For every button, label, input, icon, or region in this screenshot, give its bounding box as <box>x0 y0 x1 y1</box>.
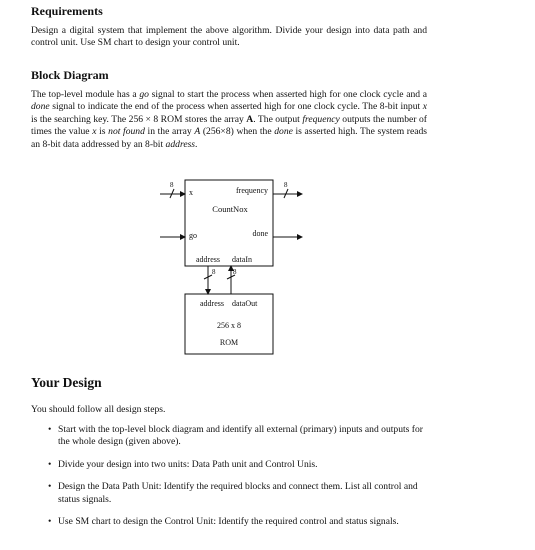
bullet-icon: • <box>48 516 52 528</box>
design-step: • Design the Data Path Unit: Identify the required blocks and connect them. List all control and status signals. <box>48 481 418 505</box>
block-diagram-svg <box>160 178 310 358</box>
port-x-label: x <box>189 188 193 197</box>
port-address-label: address <box>196 255 220 264</box>
your-design-heading: Your Design <box>31 375 102 390</box>
port-go-label: go <box>189 231 197 240</box>
design-step: • Divide your design into two units: Data Path unit and Control Unis. <box>48 458 318 470</box>
port-frequency-label: frequency <box>236 186 268 195</box>
port-datain-label: dataIn <box>232 255 252 264</box>
your-design-intro: You should follow all design steps. <box>31 404 166 415</box>
bullet-icon: • <box>48 458 52 470</box>
address-bus-width: 8 <box>212 268 216 276</box>
x-bus-width: 8 <box>170 181 174 189</box>
data-bus-width: 8 <box>233 268 237 276</box>
port-done-label: done <box>252 229 268 238</box>
design-step: • Start with the top-level block diagram and identify all external (primary) inputs and outputs for the whole design (given above). <box>48 424 423 448</box>
design-step: • Use SM chart to design the Control Unit: Identify the required control and status signals. <box>48 516 399 528</box>
frequency-bus-width: 8 <box>284 181 288 189</box>
requirements-heading: Requirements <box>31 4 103 18</box>
rom-port-address-label: address <box>200 299 224 308</box>
bullet-icon: • <box>48 481 52 493</box>
countnox-label: CountNox <box>212 204 248 214</box>
rom-size-label: 256 x 8 <box>217 321 241 330</box>
rom-name-label: ROM <box>219 338 239 347</box>
block-diagram-heading: Block Diagram <box>31 68 109 82</box>
block-diagram-text: The top-level module has a go signal to start the process when asserted high for one clock cycle and a done signal to indicate the end of the process when asserted high for one clock cycle. The 8-bit input x is the searching key. The 256 × 8 ROM stores the array A. The output frequency outputs the number of times the value x is not found in the array A (256×8) when the done is asserted high. The system reads an 8-bit data addressed by an 8-bit address. <box>31 89 428 150</box>
design-steps-list <box>31 424 431 538</box>
rom-port-dataout-label: dataOut <box>232 299 258 308</box>
bullet-icon: • <box>48 424 52 435</box>
requirements-text: Design a digital system that implement the above algorithm. Divide your design into data path and control unit. Use SM chart to design your control unit. <box>31 25 427 49</box>
block-diagram-figure <box>160 178 310 358</box>
